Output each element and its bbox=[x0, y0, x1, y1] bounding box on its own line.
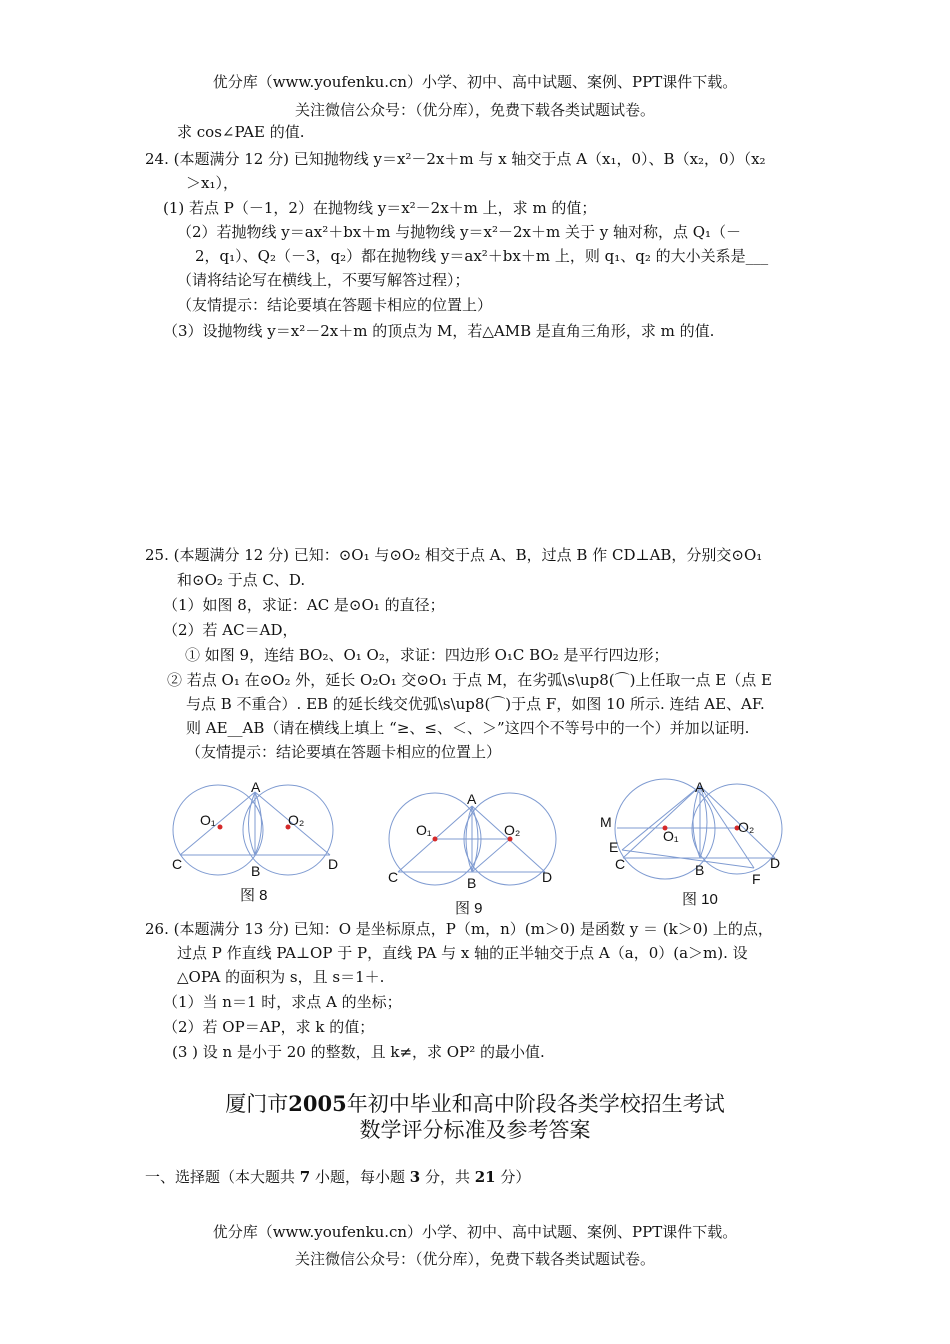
q25-part-2-i: ① 如图 9，连结 BO₂、O₁ O₂，求证：四边形 O₁C BO₂ 是平行四边形； bbox=[185, 646, 669, 664]
fig9-point-o1 bbox=[433, 837, 438, 842]
fig8-label-c: C bbox=[172, 856, 183, 872]
q26-stem-2: 过点 P 作直线 PA⊥OP 于 P，直线 PA 与 x 轴的正半轴交于点 A（a，0）(a＞m). 设 bbox=[177, 944, 748, 962]
fig8-circle-o1 bbox=[173, 785, 263, 875]
fig8-label-o1: O₁ bbox=[200, 812, 216, 828]
fig8-label-o2: O₂ bbox=[288, 812, 305, 828]
q25-stem-2: 和⊙O₂ 于点 C、D. bbox=[177, 571, 306, 589]
fig10-label-b: B bbox=[695, 862, 705, 878]
fig9-label-d: D bbox=[542, 869, 553, 885]
fig8-point-o1 bbox=[218, 825, 223, 830]
q25-part-2-ii-b: 与点 B 不重合）. EB 的延长线交优弧\s\up8(⌒)于点 F，如图 10 所示. 连结 AE、AF. bbox=[186, 695, 765, 713]
q25-part-2-ii-c: 则 AE__AB（请在横线上填上 “≥、≤、＜、＞”这四个不等号中的一个）并加以证明. bbox=[186, 719, 750, 737]
section1-mid2: 分，共 bbox=[420, 1168, 475, 1186]
fig8-label-b: B bbox=[251, 863, 261, 879]
q26-stem-3: △OPA 的面积为 s，且 s＝1＋. bbox=[177, 968, 385, 986]
section1-total: 21 bbox=[474, 1168, 496, 1186]
q24-part-3: （3）设抛物线 y＝x²－2x＋m 的顶点为 M，若△AMB 是直角三角形，求 m 的值. bbox=[163, 322, 715, 340]
q24-stem-2: ＞x₁）， bbox=[186, 174, 238, 192]
section1-pre: 一、选择题（本大题共 bbox=[145, 1168, 300, 1186]
q23-tail: 求 cos∠PAE 的值. bbox=[177, 123, 305, 141]
fig8-arc-left bbox=[249, 792, 256, 855]
fig9-caption: 图 9 bbox=[455, 900, 483, 917]
q26-part-3: (3 ) 设 n 是小于 20 的整数，且 k≠，求 OP² 的最小值. bbox=[172, 1043, 545, 1061]
fig10-label-d: D bbox=[770, 855, 781, 871]
header-line-2: 关注微信公众号：（优分库），免费下载各类试题试卷。 bbox=[294, 101, 655, 119]
answer-title-2: 数学评分标准及参考答案 bbox=[359, 1118, 591, 1142]
fig8-label-d: D bbox=[328, 856, 339, 872]
figures-panel bbox=[160, 772, 820, 922]
q25-part-2: （2）若 AC＝AD， bbox=[163, 621, 298, 639]
q24-part-2c: （请将结论写在横线上，不要写解答过程）； bbox=[177, 271, 470, 289]
q24-part-2d: （友情提示：结论要填在答题卡相应的位置上） bbox=[177, 296, 493, 314]
answer-section-1 bbox=[145, 1167, 530, 1187]
fig9-label-o2: O₂ bbox=[504, 822, 521, 838]
q24-part-1: (1) 若点 P（－1，2）在抛物线 y＝x²－2x＋m 上，求 m 的值； bbox=[163, 199, 597, 217]
answer-title-1 bbox=[0, 1091, 950, 1117]
fig10-label-f: F bbox=[752, 871, 761, 887]
q26-part-2: （2）若 OP＝AP，求 k 的值； bbox=[163, 1018, 375, 1036]
fig10-caption: 图 10 bbox=[682, 891, 718, 908]
fig10-label-e: E bbox=[609, 839, 619, 855]
fig8-circle-o2 bbox=[243, 785, 333, 875]
answer-title-1-pre: 厦门市 bbox=[225, 1092, 289, 1116]
fig9-label-b: B bbox=[467, 875, 477, 891]
q26-stem-1: 26. (本题满分 13 分) 已知：O 是坐标原点，P（m，n）(m＞0) 是函数 y ＝ (k＞0) 上的点， bbox=[145, 920, 773, 938]
fig10-label-c: C bbox=[615, 856, 626, 872]
answer-title-1-post: 年初中毕业和高中阶段各类学校招生考试 bbox=[346, 1092, 725, 1116]
section1-post: 分） bbox=[495, 1168, 531, 1186]
answer-title-1-year: 2005 bbox=[288, 1091, 347, 1116]
q26-part-1: （1）当 n＝1 时，求点 A 的坐标； bbox=[163, 993, 402, 1011]
section1-points: 3 bbox=[409, 1168, 421, 1186]
fig10-label-o2: O₂ bbox=[738, 819, 755, 835]
section1-count: 7 bbox=[299, 1168, 311, 1186]
fig8-label-a: A bbox=[251, 779, 261, 795]
fig8-drawing bbox=[173, 785, 333, 875]
header-line-1: 优分库（www.youfenku.cn）小学、初中、高中试题、案例、PPT课件下载。 bbox=[212, 73, 738, 91]
fig10-label-a: A bbox=[695, 779, 705, 795]
fig10-label-m: M bbox=[600, 814, 612, 830]
fig9-label-o1: O₁ bbox=[416, 822, 432, 838]
fig8-caption: 图 8 bbox=[240, 887, 268, 904]
section1-mid1: 小题，每小题 bbox=[310, 1168, 410, 1186]
footer-line-1: 优分库（www.youfenku.cn）小学、初中、高中试题、案例、PPT课件下载。 bbox=[212, 1223, 738, 1241]
q24-part-2a: （2）若抛物线 y＝ax²＋bx＋m 与抛物线 y＝x²－2x＋m 关于 y 轴对称，点 Q₁（－ bbox=[177, 223, 742, 241]
fig10-line-ae bbox=[622, 786, 700, 850]
fig9-label-a: A bbox=[467, 791, 477, 807]
fig10-line-ef bbox=[622, 850, 754, 868]
fig10-label-o1: O₁ bbox=[663, 828, 679, 844]
fig10-arc-left bbox=[693, 786, 700, 858]
fig9-label-c: C bbox=[388, 869, 399, 885]
footer-line-2: 关注微信公众号：（优分库），免费下载各类试题试卷。 bbox=[294, 1250, 655, 1268]
q25-part-1: （1）如图 8，求证：AC 是⊙O₁ 的直径； bbox=[163, 596, 445, 614]
q24-stem-1: 24. (本题满分 12 分) 已知抛物线 y＝x²－2x＋m 与 x 轴交于点 A（x₁，0）、B（x₂，0）（x₂ bbox=[145, 150, 766, 168]
q24-part-2b: 2，q₁）、Q₂（－3，q₂）都在抛物线 y＝ax²＋bx＋m 上，则 q₁、q₂ 的大小关系是___ bbox=[195, 247, 769, 265]
q25-stem-1: 25. (本题满分 12 分) 已知：⊙O₁ 与⊙O₂ 相交于点 A、B，过点 B 作 CD⊥AB，分别交⊙O₁ bbox=[145, 546, 763, 564]
q25-part-2-ii-a: ② 若点 O₁ 在⊙O₂ 外，延长 O₂O₁ 交⊙O₁ 于点 M，在劣弧\s\up8(⌒)上任取一点 E（点 E bbox=[167, 671, 772, 689]
fig10-line-ac bbox=[623, 786, 700, 858]
q25-part-2-ii-d: （友情提示：结论要填在答题卡相应的位置上） bbox=[186, 743, 502, 761]
